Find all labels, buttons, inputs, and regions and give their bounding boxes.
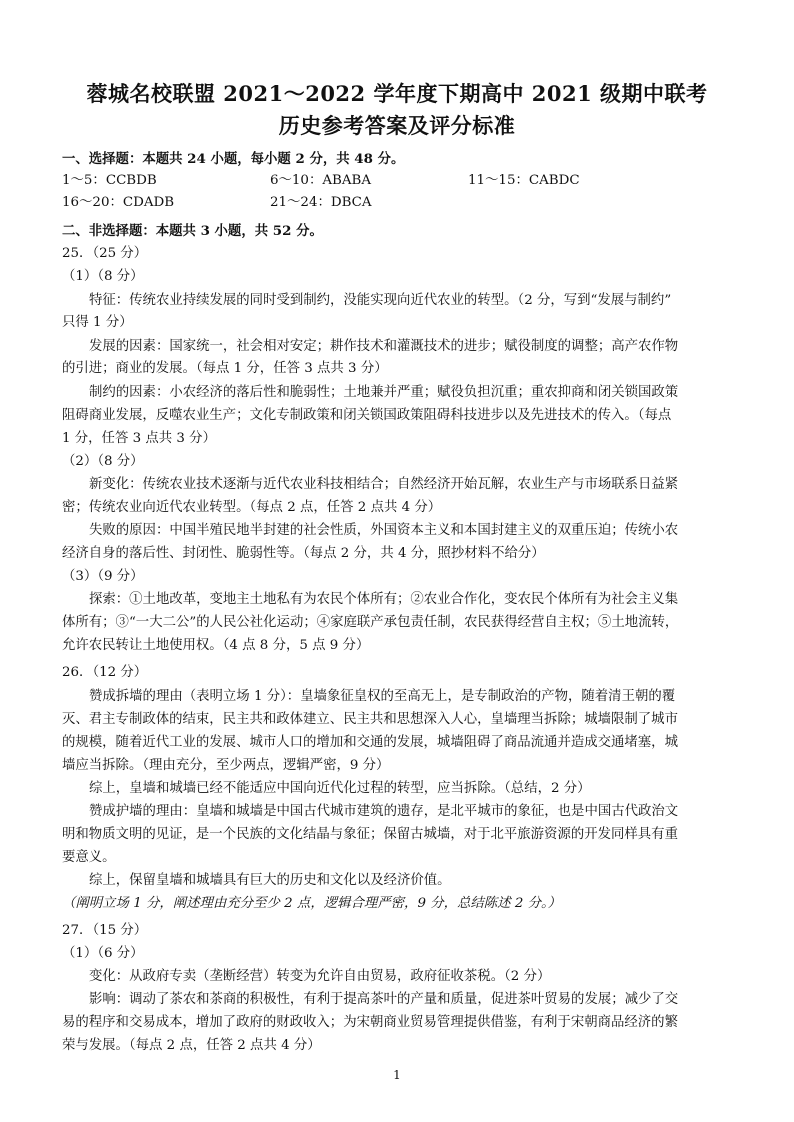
answer-line: 易的程序和交易成本，增加了政府的财政收入；为宋朝商业贸易管理提供借鉴，有利于宋朝商品经济的繁 (62, 1015, 678, 1030)
answer-line: 1 分，任答 3 点共 3 分） (62, 431, 216, 446)
answer-line: 赞成护墙的理由：皇墙和城墙是中国古代城市建筑的遗存，是北平城市的象征，也是中国古代政治文 (89, 804, 679, 819)
q25-part1-heading: （1）（8 分） (62, 269, 144, 284)
answer-line: 体所有；③“一大二公”的人民公社化运动；④家庭联产承包责任制，农民获得经营自主权；⑤土地流转， (62, 615, 679, 630)
answer-line: 制约的因素：小农经济的落后性和脆弱性；土地兼并严重；赋役负担沉重；重农抑商和闭关锁国政策 (89, 385, 679, 400)
answer-line: 失败的原因：中国半殖民地半封建的社会性质，外国资本主义和本国封建主义的双重压迫；传统小农 (89, 523, 679, 538)
answer-line: 灭、君主专制政体的结束，民主共和政体建立、民主共和思想深入人心，皇墙理当拆除；城墙限制了城市 (62, 712, 678, 727)
answer-line: 探索：①土地改革，变地主土地私有为农民个体所有；②农业合作化，变农民个体所有为社会主义集 (89, 592, 679, 607)
answer-group-5: 21～24：DBCA (270, 195, 372, 210)
answer-group-3: 11～15：CABDC (468, 173, 580, 188)
answer-line: 综上，保留皇墙和城墙具有巨大的历史和文化以及经济价值。 (89, 873, 451, 888)
answer-line: 特征：传统农业持续发展的同时受到制约，没能实现向近代农业的转型。（2 分，写到“发展与制约” (89, 293, 672, 308)
question-27-heading: 27．（15 分） (62, 923, 148, 938)
answer-line: 阻碍商业发展，反噬农业生产；文化专制政策和闭关锁国政策阻碍科技进步以及先进技术的传入。（每点 (62, 408, 672, 423)
answer-group-4: 16～20：CDADB (62, 195, 175, 210)
answer-line: 允许农民转让土地使用权。（4 点 8 分，5 点 9 分） (62, 638, 370, 653)
answer-line: 墙应当拆除。（理由充分，至少两点，逻辑严密，9 分） (62, 758, 390, 773)
answer-line: 明和物质文明的见证，是一个民族的文化结晶与象征；保留古城墙，对于北平旅游资源的开发同样具有重 (62, 827, 678, 842)
answer-line: 只得 1 分） (62, 315, 133, 330)
answer-group-1: 1～5：CCBDB (62, 173, 157, 188)
section1-heading: 一、选择题：本题共 24 小题，每小题 2 分，共 48 分。 (62, 151, 405, 167)
answer-line: 的引进；商业的发展。（每点 1 分，任答 3 点共 3 分） (62, 361, 388, 376)
answer-line: 经济自身的落后性、封闭性、脆弱性等。（每点 2 分，共 4 分，照抄材料不给分） (62, 546, 545, 561)
document-title: 蓉城名校联盟 2021～2022 学年度下期高中 2021 级期中联考 (86, 81, 708, 106)
scoring-note: （阐明立场 1 分，阐述理由充分至少 2 点，逻辑合理严密，9 分，总结陈述 2 分。） (62, 896, 562, 911)
answer-line: 要意义。 (62, 850, 116, 865)
q27-part1-heading: （1）（6 分） (62, 946, 144, 961)
question-25-heading: 25．（25 分） (62, 246, 148, 261)
document-subtitle: 历史参考答案及评分标准 (278, 113, 516, 138)
answer-line: 综上，皇墙和城墙已经不能适应中国向近代化过程的转型，应当拆除。（总结，2 分） (89, 781, 591, 796)
q25-part2-heading: （2）（8 分） (62, 454, 144, 469)
answer-line: 赞成拆墙的理由（表明立场 1 分）：皇墙象征皇权的至高无上，是专制政治的产物，随着清王朝的覆 (89, 689, 676, 704)
question-26-heading: 26．（12 分） (62, 665, 148, 680)
answer-line: 密；传统农业向近代农业转型。（每点 2 点，任答 2 点共 4 分） (62, 500, 442, 515)
answer-line: 发展的因素：国家统一，社会相对安定；耕作技术和灌溉技术的进步；赋役制度的调整；高产农作物 (89, 339, 679, 354)
answer-line: 的规模，随着近代工业的发展、城市人口的增加和交通的发展，城墙阻碍了商品流通并造成交通堵塞，城 (62, 735, 678, 750)
q25-part3-heading: （3）（9 分） (62, 569, 144, 584)
page-number: 1 (393, 1068, 401, 1082)
answer-line: 影响：调动了茶农和茶商的积极性，有利于提高茶叶的产量和质量，促进茶叶贸易的发展；减少了交 (89, 992, 679, 1007)
answer-group-2: 6～10：ABABA (270, 173, 372, 188)
answer-line: 变化：从政府专卖（垄断经营）转变为允许自由贸易，政府征收茶税。（2 分） (89, 969, 551, 984)
answer-line: 新变化：传统农业技术逐渐与近代农业科技相结合；自然经济开始瓦解，农业生产与市场联系日益紧 (89, 477, 679, 492)
section2-heading: 二、非选择题：本题共 3 小题，共 52 分。 (62, 223, 323, 239)
answer-line: 荣与发展。（每点 2 点，任答 2 点共 4 分） (62, 1038, 321, 1053)
